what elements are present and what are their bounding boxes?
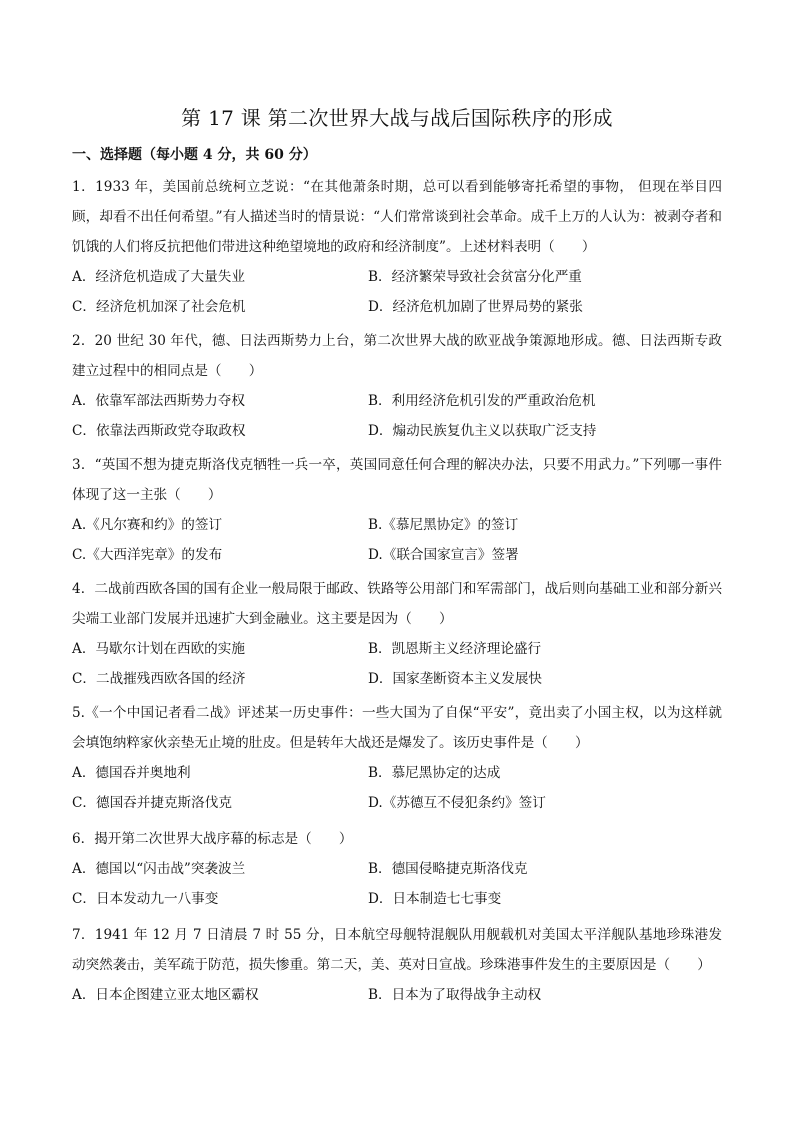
section-heading: 一、选择题（每小题 4 分，共 60 分）	[72, 147, 317, 163]
option-row	[72, 634, 722, 664]
option-d: D．经济危机加剧了世界局势的紧张	[368, 299, 583, 315]
option-b: B．德国侵略捷克斯洛伐克	[368, 861, 528, 877]
option-row	[72, 788, 722, 818]
option-d: D．日本制造七七事变	[368, 891, 502, 907]
option-a: A．德国吞并奥地利	[72, 765, 191, 781]
option-d: D．国家垄断资本主义发展快	[368, 671, 543, 687]
option-c: C．二战摧残西欧各国的经济	[72, 671, 246, 687]
option-row	[72, 416, 722, 446]
option-c: C．德国吞并捷克斯洛伐克	[72, 795, 232, 811]
question-5	[72, 698, 722, 818]
option-row	[72, 758, 722, 788]
option-b: B．日本为了取得战争主动权	[368, 987, 542, 1003]
option-row	[72, 664, 722, 694]
option-row	[72, 884, 722, 914]
option-b: B.《慕尼黑协定》的签订	[368, 517, 519, 533]
option-a: A．依靠军部法西斯势力夺权	[72, 393, 245, 409]
option-row	[72, 510, 722, 540]
question-stem: 3．“英国不想为捷克斯洛伐克牺牲一兵一卒，英国同意任何合理的解决办法，只要不用武力。”下列哪一事件体现了这一主张（ ）	[72, 457, 722, 503]
question-3	[72, 450, 722, 570]
option-row	[72, 980, 722, 1010]
option-d: D.《联合国家宣言》签署	[368, 547, 519, 563]
page-title: 第 17 课 第二次世界大战与战后国际秩序的形成	[181, 106, 613, 130]
option-a: A．日本企图建立亚太地区霸权	[72, 987, 259, 1003]
question-6	[72, 824, 722, 914]
option-row	[72, 854, 722, 884]
question-stem: 1．1933 年，美国前总统柯立芝说：“在其他萧条时期，总可以看到能够寄托希望的事物， 但现在举目四顾，却看不出任何希望。”有人描述当时的情景说：“人们常常谈到社会革命。成千上万的人认为：被剥夺者和饥饿的人们将反抗把他们带进这种绝望境地的政府和经济制度”。上述材料表明（ ）	[72, 179, 722, 255]
option-row	[72, 292, 722, 322]
option-c: C．日本发动九一八事变	[72, 891, 219, 907]
option-a: A．经济危机造成了大量失业	[72, 269, 245, 285]
option-c: C.《大西洋宪章》的发布	[72, 547, 223, 563]
option-b: B．凯恩斯主义经济理论盛行	[368, 641, 542, 657]
option-b: B．慕尼黑协定的达成	[368, 765, 501, 781]
option-row	[72, 540, 722, 570]
question-1	[72, 172, 722, 322]
question-stem: 5.《一个中国记者看二战》评述某一历史事件：一些大国为了自保“平安”，竟出卖了小国主权，以为这样就会填饱纳粹家伙亲垫无止境的肚皮。但是转年大战还是爆发了。该历史事件是（ ）	[72, 705, 722, 751]
option-row	[72, 262, 722, 292]
option-row	[72, 386, 722, 416]
option-b: B．经济繁荣导致社会贫富分化严重	[368, 269, 582, 285]
option-c: C．经济危机加深了社会危机	[72, 299, 246, 315]
question-4	[72, 574, 722, 694]
option-d: D．煽动民族复仇主义以获取广泛支持	[368, 423, 597, 439]
question-stem: 7．1941 年 12 月 7 日清晨 7 时 55 分，日本航空母舰特混舰队用舰载机对美国太平洋舰队基地珍珠港发动突然袭击，美军疏于防范，损失惨重。第二天，美、英对日宣战。珍珠港事件发生的主要原因是（ ）	[72, 927, 722, 973]
question-stem: 4．二战前西欧各国的国有企业一般局限于邮政、铁路等公用部门和军需部门，战后则向基础工业和部分新兴尖端工业部门发展并迅速扩大到金融业。这主要是因为（ ）	[72, 581, 722, 627]
option-b: B．利用经济危机引发的严重政治危机	[368, 393, 596, 409]
option-c: C．依靠法西斯政党夺取政权	[72, 423, 246, 439]
option-a: A．马歇尔计划在西欧的实施	[72, 641, 245, 657]
option-d: D.《苏德互不侵犯条约》签订	[368, 795, 546, 811]
option-a: A.《凡尔赛和约》的签订	[72, 517, 223, 533]
question-stem: 6．揭开第二次世界大战序幕的标志是（ ）	[72, 831, 353, 847]
option-a: A．德国以“闪击战”突袭波兰	[72, 861, 246, 877]
question-2	[72, 326, 722, 446]
question-stem: 2．20 世纪 30 年代，德、日法西斯势力上台，第二次世界大战的欧亚战争策源地形成。德、日法西斯专政建立过程中的相同点是（ ）	[72, 333, 722, 379]
question-7	[72, 920, 722, 1010]
